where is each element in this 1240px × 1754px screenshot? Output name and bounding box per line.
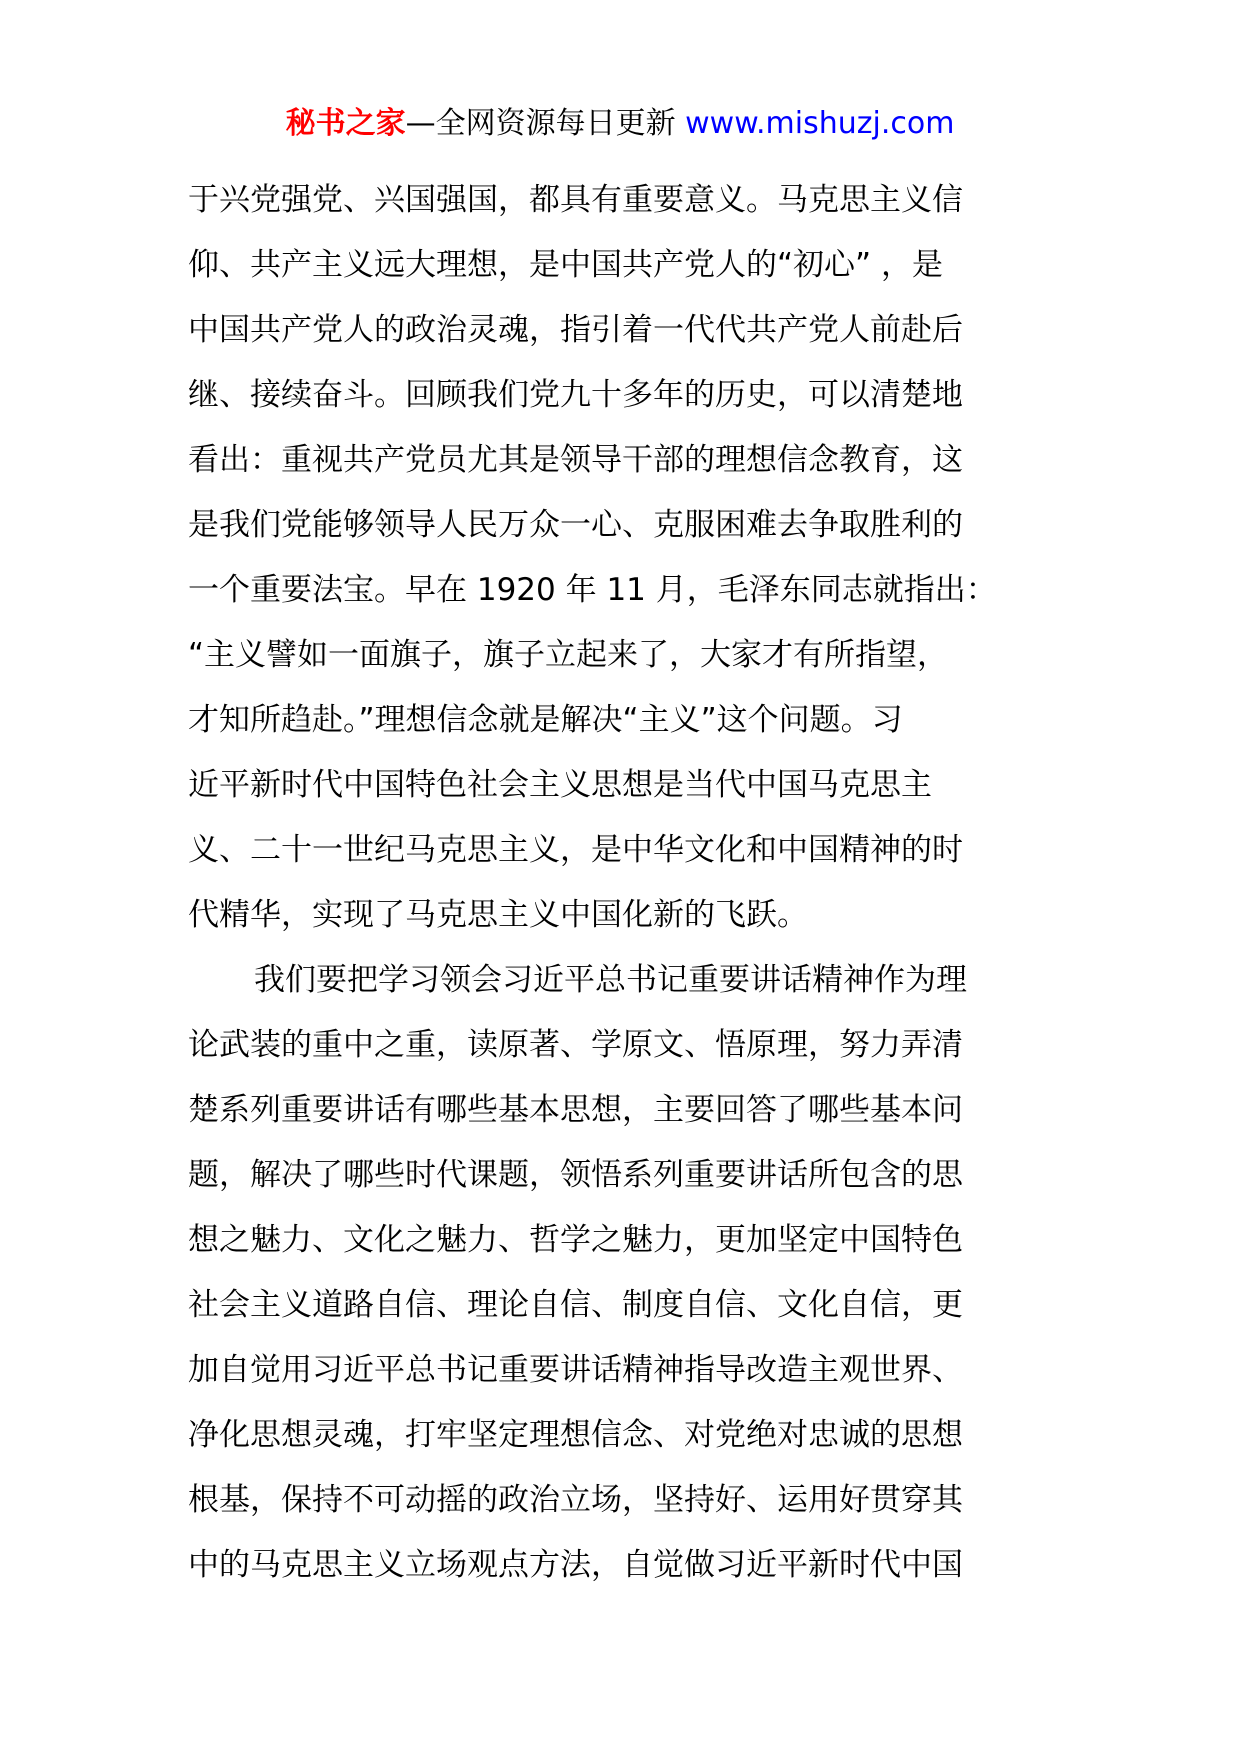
brand-name: 秘书之家 — [285, 106, 406, 141]
text-line: 想之魅力、文化之魅力、哲学之魅力，更加坚定中国特色 — [188, 1222, 963, 1258]
text-line: 中国共产党人的政治灵魂，指引着一代代共产党人前赴后 — [188, 312, 963, 348]
text-line: 加自觉用习近平总书记重要讲话精神指导改造主观世界、 — [188, 1352, 963, 1388]
text-line: 社会主义道路自信、理论自信、制度自信、文化自信，更 — [188, 1287, 963, 1323]
page-header — [0, 102, 1240, 146]
header-tagline: —全网资源每日更新 — [405, 106, 676, 141]
text-line: 继、接续奋斗。回顾我们党九十多年的历史，可以清楚地 — [188, 377, 963, 413]
text-line: 于兴党强党、兴国强国，都具有重要意义。马克思主义信 — [188, 182, 963, 218]
text-line: 净化思想灵魂，打牢坚定理想信念、对党绝对忠诚的思想 — [188, 1417, 963, 1453]
text-line: 仰、共产主义远大理想，是中国共产党人的“初心” ，是 — [188, 247, 943, 283]
text-line: 中的马克思主义立场观点方法，自觉做习近平新时代中国 — [188, 1547, 963, 1583]
text-line: 义、二十一世纪马克思主义，是中华文化和中国精神的时 — [188, 832, 963, 868]
text-line: 近平新时代中国特色社会主义思想是当代中国马克思主 — [188, 767, 932, 803]
text-line: “主义譬如一面旗子，旗子立起来了，大家才有所指望， — [188, 637, 949, 673]
text-line: 代精华，实现了马克思主义中国化新的飞跃。 — [188, 897, 808, 933]
text-line: 一个重要法宝。早在 1920 年 11 月，毛泽东同志就指出： — [188, 572, 997, 608]
text-line: 根基，保持不可动摇的政治立场，坚持好、运用好贯穿其 — [188, 1482, 963, 1518]
site-url-link[interactable]: www.mishuzj.com — [685, 106, 955, 141]
paragraph-start-line: 我们要把学习领会习近平总书记重要讲话精神作为理 — [254, 962, 967, 998]
text-line: 才知所趋赴。”理想信念就是解决“主义”这个问题。习 — [188, 702, 903, 738]
text-line: 楚系列重要讲话有哪些基本思想，主要回答了哪些基本问 — [188, 1092, 963, 1128]
text-line: 看出：重视共产党员尤其是领导干部的理想信念教育，这 — [188, 442, 963, 478]
document-body — [188, 168, 1058, 1598]
text-line: 是我们党能够领导人民万众一心、克服困难去争取胜利的 — [188, 507, 963, 543]
text-line: 论武装的重中之重，读原著、学原文、悟原理，努力弄清 — [188, 1027, 963, 1063]
text-line: 题，解决了哪些时代课题，领悟系列重要讲话所包含的思 — [188, 1157, 963, 1193]
